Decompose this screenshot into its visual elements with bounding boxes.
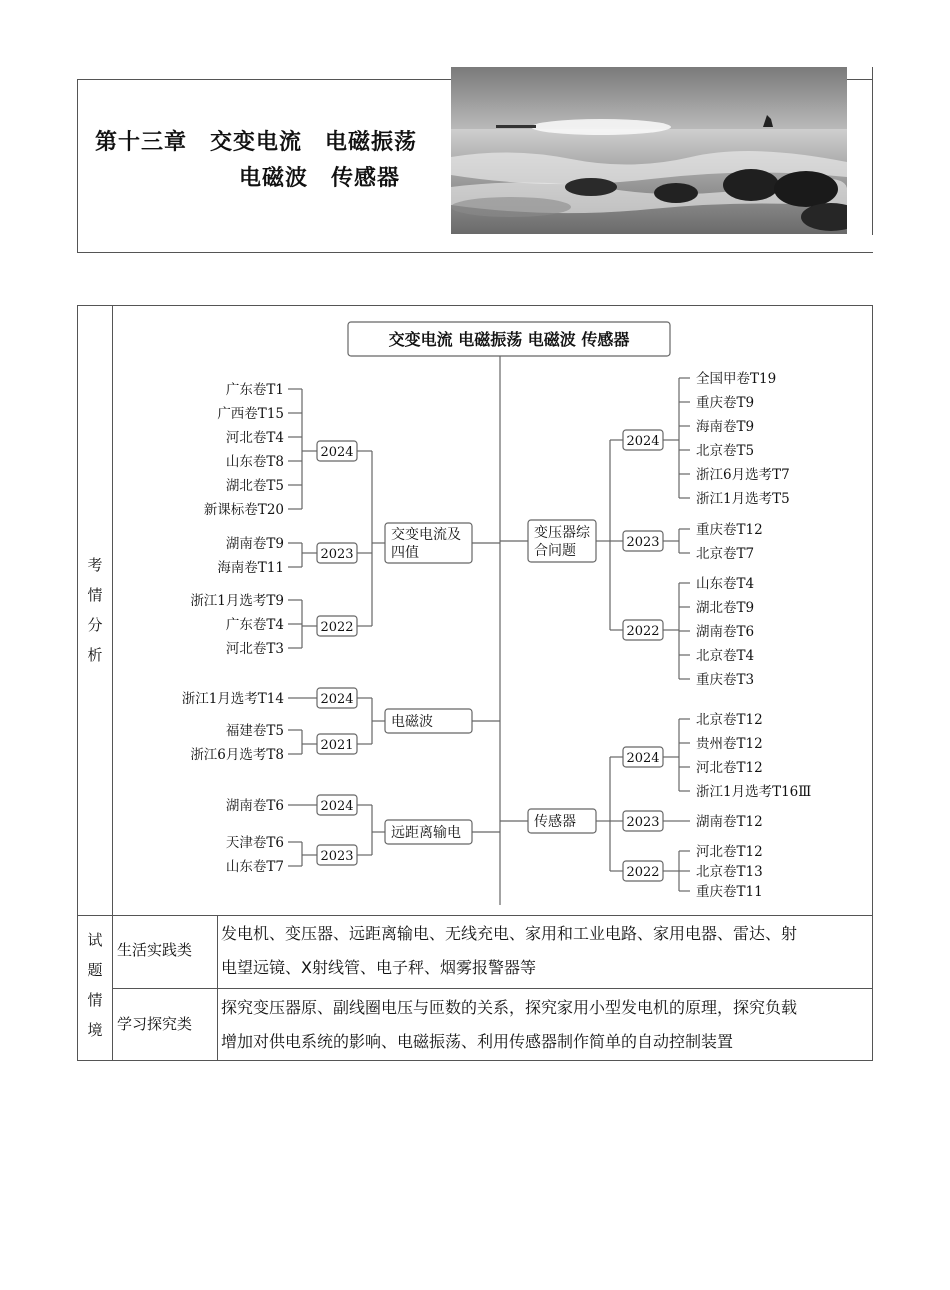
right-item-0-0-5: 浙江1月选考T5 [696,491,790,507]
context-row-text-life-1: 发电机、变压器、远距离输电、无线充电、家用和工业电路、家用电器、雷达、射 [221,924,798,943]
context-row-divider [112,988,873,989]
left-year-label-1-0: 2024 [320,692,354,707]
left-item-0-2-2: 河北卷T3 [225,641,284,657]
chapter-title-line1: 第十三章 交变电流 电磁振荡 [95,130,418,155]
left-item-1-1-0: 福建卷T5 [225,723,284,739]
right-item-0-0-3: 北京卷T5 [696,443,755,459]
right-year-label-0-0: 2024 [626,434,660,449]
table-row-divider [77,915,873,916]
left-item-0-0-0: 广东卷T1 [225,382,284,398]
context-row-text-life-2: 电望远镜、X射线管、电子秤、烟雾报警器等 [221,958,536,977]
exam-analysis-table [77,305,873,1061]
right-item-0-0-4: 浙江6月选考T7 [696,467,790,483]
left-topic-label-0: 四值 [391,545,419,561]
analysis-side-label: 考 情 分 析 [87,556,103,664]
right-year-label-1-0: 2024 [626,751,660,766]
right-year-label-0-1: 2023 [626,535,660,550]
left-item-0-2-0: 浙江1月选考T9 [190,593,284,609]
left-item-1-0-0: 浙江1月选考T14 [181,691,284,707]
right-item-0-2-4: 重庆卷T3 [696,672,755,688]
right-item-0-2-3: 北京卷T4 [696,648,755,664]
left-item-0-1-1: 海南卷T11 [217,560,284,576]
left-topic-label-0: 交变电流及 [391,527,461,543]
right-item-1-0-1: 贵州卷T12 [696,736,763,752]
left-item-0-0-4: 湖北卷T5 [225,478,284,494]
left-item-2-1-0: 天津卷T6 [225,835,284,851]
context-row-label-life: 生活实践类 [117,941,193,959]
right-item-0-1-1: 北京卷T7 [696,546,755,562]
mind-map [113,306,873,914]
right-item-1-0-2: 河北卷T12 [696,760,763,776]
left-item-0-0-2: 河北卷T4 [225,430,284,446]
right-item-1-0-3: 浙江1月选考T16Ⅲ [696,784,812,800]
right-year-label-1-2: 2022 [626,865,660,880]
left-item-0-0-3: 山东卷T8 [225,454,284,470]
context-row-text-study-1: 探究变压器原、副线圈电压与匝数的关系，探究家用小型发电机的原理，探究负载 [221,998,798,1017]
left-item-2-1-1: 山东卷T7 [225,859,284,875]
right-item-1-2-0: 河北卷T12 [696,844,763,860]
left-year-label-0-1: 2023 [320,547,354,562]
left-item-1-1-1: 浙江6月选考T8 [190,747,284,763]
left-year-label-0-2: 2022 [320,620,354,635]
context-row-label-study: 学习探究类 [117,1015,193,1033]
right-item-0-2-2: 湖南卷T6 [696,624,755,640]
right-item-0-0-1: 重庆卷T9 [696,395,755,411]
left-item-0-0-5: 新课标卷T20 [203,502,284,518]
context-row-text-study-2: 增加对供电系统的影响、电磁振荡、利用传感器制作简单的自动控制装置 [221,1032,734,1051]
right-item-0-1-0: 重庆卷T12 [696,522,763,538]
right-topic-label-0: 合问题 [534,543,576,559]
right-year-label-0-2: 2022 [626,624,660,639]
left-item-0-1-0: 湖南卷T9 [225,536,284,552]
context-side-label: 试 题 情 境 [87,931,103,1039]
right-item-1-1-0: 湖南卷T12 [696,814,763,830]
right-topic-label-1: 传感器 [534,814,576,830]
chapter-title-line2: 电磁波 传感器 [239,166,401,191]
right-item-0-0-2: 海南卷T9 [696,419,755,435]
left-year-label-2-1: 2023 [320,849,354,864]
left-item-0-0-1: 广西卷T15 [217,406,284,422]
right-year-label-1-1: 2023 [626,815,660,830]
header-divider [872,67,873,235]
left-year-label-0-0: 2024 [320,445,354,460]
left-year-label-1-1: 2021 [320,738,354,753]
right-item-1-2-1: 北京卷T13 [696,864,763,880]
context-col-divider [217,915,218,1061]
right-topic-label-0: 变压器综 [534,525,590,541]
chapter-header [77,67,873,253]
left-year-label-2-0: 2024 [320,799,354,814]
right-item-1-0-0: 北京卷T12 [696,712,763,728]
seascape-photo [451,67,847,234]
right-item-1-2-2: 重庆卷T11 [696,884,763,900]
root-topic-label: 交变电流 电磁振荡 电磁波 传感器 [388,330,630,349]
left-topic-label-2: 远距离输电 [391,825,461,841]
right-item-0-2-0: 山东卷T4 [696,576,755,592]
right-item-0-0-0: 全国甲卷T19 [696,371,777,387]
left-item-2-0-0: 湖南卷T6 [225,798,284,814]
right-item-0-2-1: 湖北卷T9 [696,600,755,616]
left-topic-label-1: 电磁波 [391,714,433,730]
left-item-0-2-1: 广东卷T4 [225,617,284,633]
table-border-bottom [77,1060,873,1061]
